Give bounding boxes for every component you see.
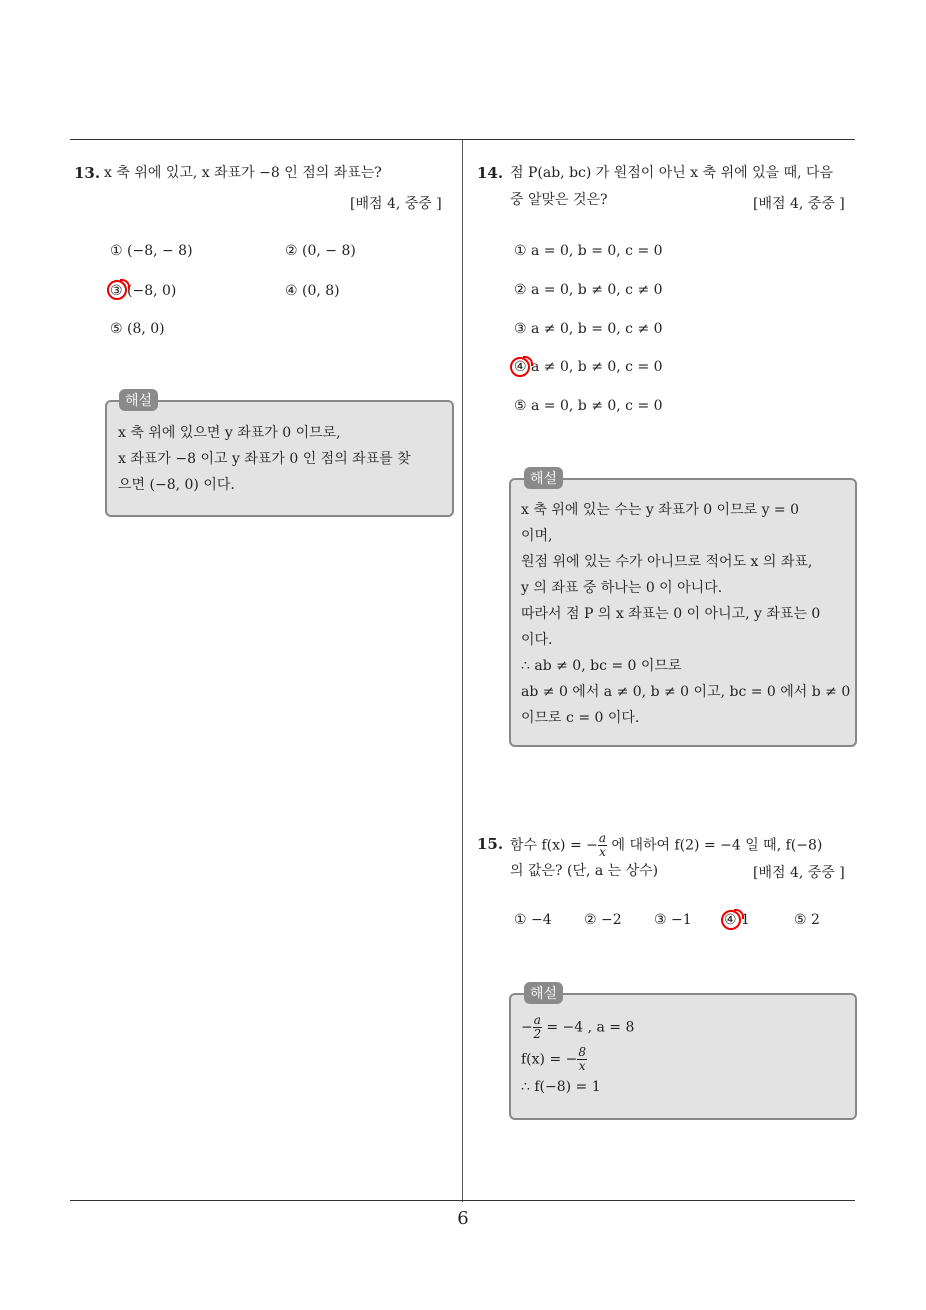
fraction-numerator: a <box>598 831 607 845</box>
fraction <box>577 1046 587 1073</box>
explanation-tag: 해설 <box>119 389 158 411</box>
explanation-line: ab ≠ 0 에서 a ≠ 0, b ≠ 0 이고, bc = 0 에서 b ≠ 0 <box>521 684 851 700</box>
option-2[interactable]: ② (0, − 8) <box>285 243 356 259</box>
option-4[interactable]: ④ (0, 8) <box>285 283 340 299</box>
question-stem: x 축 위에 있고, x 좌표가 −8 인 점의 좌표는? <box>104 165 382 181</box>
fraction-denominator: x <box>599 845 606 859</box>
explanation-line: 이므로 c = 0 이다. <box>521 710 640 726</box>
math-part: = −4 , a = 8 <box>546 1019 635 1036</box>
fraction <box>598 832 607 859</box>
fraction-denominator: 2 <box>533 1027 542 1041</box>
option-5[interactable]: ⑤ (8, 0) <box>110 321 165 337</box>
explanation-line: 이며, <box>521 528 553 544</box>
explanation-line: y 의 좌표 중 하나는 0 이 아니다. <box>521 580 723 596</box>
explanation-line: x 축 위에 있으면 y 좌표가 0 이므로, <box>118 425 341 441</box>
score-label: [배점 4, 중중 ] <box>350 196 442 212</box>
option-4[interactable]: ④ 1 <box>724 912 750 928</box>
option-3[interactable]: ③ (−8, 0) <box>110 283 177 299</box>
option-5[interactable]: ⑤ 2 <box>794 912 820 928</box>
explanation-line: 따라서 점 P 의 x 좌표는 0 이 아니고, y 좌표는 0 <box>521 606 821 622</box>
question-stem-line2: 의 값은? (단, a 는 상수) <box>510 863 659 879</box>
option-5[interactable]: ⑤ a = 0, b ≠ 0, c = 0 <box>514 398 663 414</box>
column-divider <box>462 140 463 1202</box>
stem-part: 함수 f(x) = − <box>510 837 598 854</box>
explanation-tag: 해설 <box>524 467 563 489</box>
fraction-numerator: 8 <box>578 1045 587 1059</box>
explanation-line: x 좌표가 −8 이고 y 좌표가 0 인 점의 좌표를 찾 <box>118 451 411 467</box>
option-2[interactable]: ② a = 0, b ≠ 0, c ≠ 0 <box>514 282 663 298</box>
explanation-line <box>521 1014 634 1041</box>
option-1[interactable]: ① −4 <box>514 912 552 928</box>
explanation-line: 원점 위에 있는 수가 아니므로 적어도 x 의 좌표, <box>521 554 813 570</box>
question-stem <box>510 832 822 859</box>
math-part: − <box>521 1019 533 1036</box>
fraction-numerator: a <box>533 1013 541 1027</box>
score-label: [배점 4, 중중 ] <box>753 865 845 881</box>
explanation-tag: 해설 <box>524 982 563 1004</box>
explanation-line: ∴ f(−8) = 1 <box>521 1079 601 1095</box>
question-stem-line2: 중 알맞은 것은? <box>510 192 608 208</box>
option-3[interactable]: ③ a ≠ 0, b = 0, c ≠ 0 <box>514 321 663 337</box>
question-number: 14. <box>477 164 504 182</box>
option-2[interactable]: ② −2 <box>584 912 622 928</box>
question-number: 13. <box>74 164 101 182</box>
math-part: f(x) = − <box>521 1051 578 1068</box>
selected-answer-mark <box>721 910 741 930</box>
stem-part: 에 대하여 f(2) = −4 일 때, f(−8) <box>611 837 823 854</box>
selected-answer-mark <box>510 357 530 377</box>
explanation-line <box>521 1046 587 1073</box>
explanation-line: 으면 (−8, 0) 이다. <box>118 477 235 493</box>
page-number: 6 <box>457 1208 469 1229</box>
explanation-line: 이다. <box>521 632 553 648</box>
option-4[interactable]: ④ a ≠ 0, b ≠ 0, c = 0 <box>514 359 663 375</box>
fraction <box>533 1014 542 1041</box>
option-3[interactable]: ③ −1 <box>654 912 692 928</box>
option-1[interactable]: ① (−8, − 8) <box>110 243 193 259</box>
question-stem: 점 P(ab, bc) 가 원점이 아닌 x 축 위에 있을 때, 다음 <box>510 165 834 181</box>
bottom-rule <box>70 1200 855 1201</box>
explanation-line: ∴ ab ≠ 0, bc = 0 이므로 <box>521 658 682 674</box>
question-number: 15. <box>477 835 504 853</box>
score-label: [배점 4, 중중 ] <box>753 196 845 212</box>
explanation-line: x 축 위에 있는 수는 y 좌표가 0 이므로 y = 0 <box>521 502 800 518</box>
fraction-denominator: x <box>578 1059 586 1073</box>
option-1[interactable]: ① a = 0, b = 0, c = 0 <box>514 243 663 259</box>
selected-answer-mark <box>107 280 127 300</box>
